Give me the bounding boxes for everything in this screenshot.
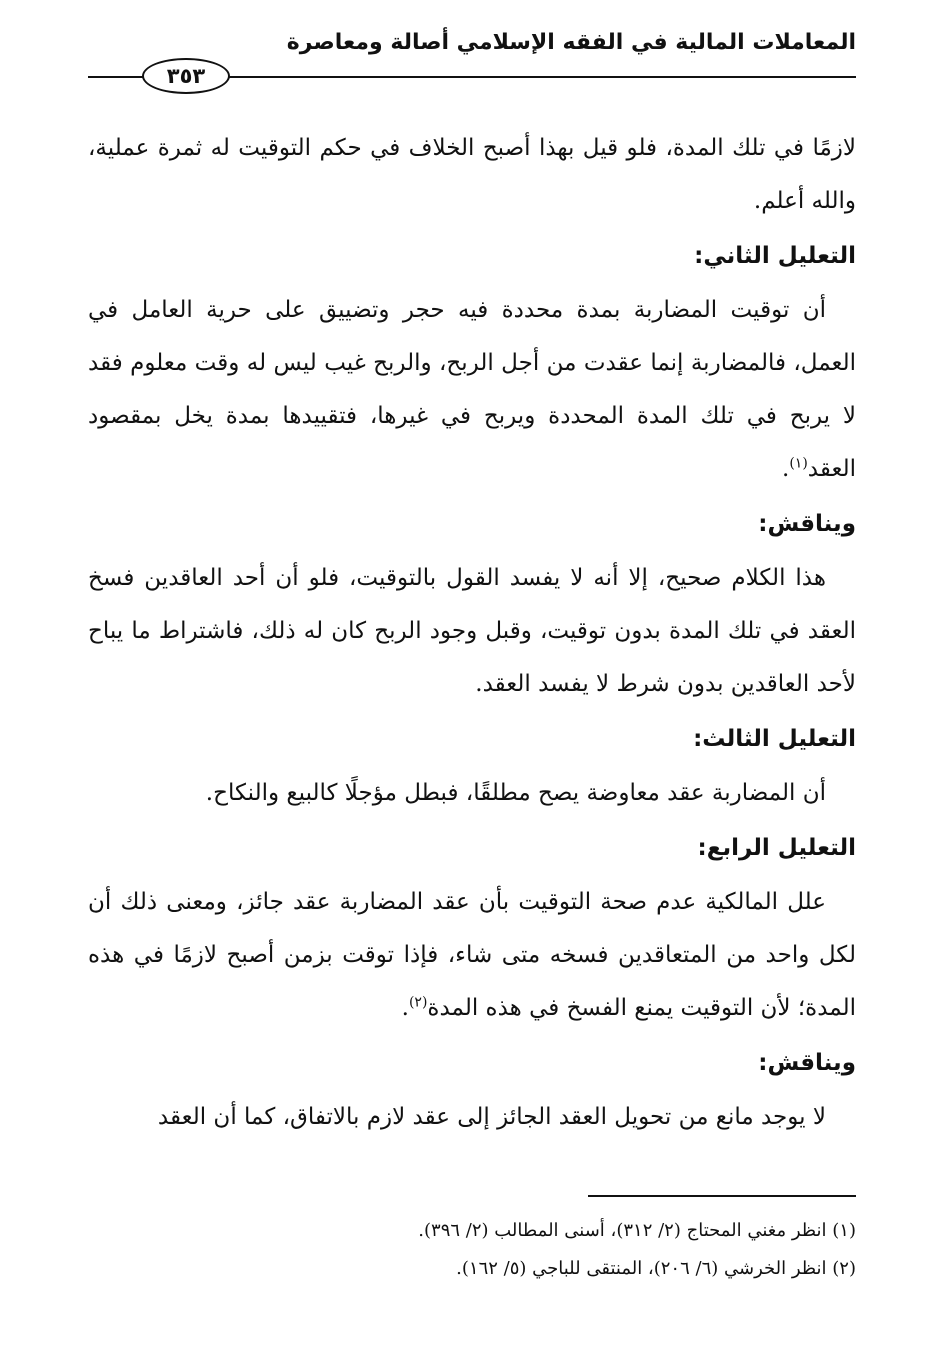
paragraph-end: . [782, 456, 790, 482]
paragraph-second-reason [88, 284, 856, 496]
footnote-ref-2[interactable]: (٢) [408, 994, 428, 1011]
paragraph-end: . [401, 995, 409, 1021]
heading-fourth-reason: التعليل الرابع: [697, 835, 856, 861]
paragraph-third-reason: أن المضاربة عقد معاوضة يصح مطلقًا، فبطل مؤجلًا كالبيع والنكاح. [205, 780, 826, 806]
heading-third-reason: التعليل الثالث: [693, 726, 856, 752]
footnote-2: (٢) انظر الخرشي (٦/ ٢٠٦)، المنتقى للباجي (٥/ ١٦٢). [456, 1258, 856, 1279]
paragraph-continuation: لازمًا في تلك المدة، فلو قيل بهذا أصبح الخلاف في حكم التوقيت له ثمرة عملية، والله أعلم. [88, 135, 856, 214]
heading-discussion-1: ويناقش: [758, 511, 856, 537]
paragraph-discussion-1: هذا الكلام صحيح، إلا أنه لا يفسد القول بالتوقيت، فلو أن أحد العاقدين فسخ العقد في تلك المدة بدون توقيت، وقبل وجود الربح كان له ذلك، فاشتراط ما يباح لأحد العاقدين بدون شرط لا يفسد العقد. [88, 565, 856, 697]
page-number: ٣٥٣ [142, 58, 230, 94]
paragraph-fourth-reason [88, 876, 856, 1035]
main-text [88, 122, 856, 1144]
footnote-separator [588, 1195, 856, 1197]
footnote-1: (١) انظر مغني المحتاج (٢/ ٣١٢)، أسنى المطالب (٢/ ٣٩٦). [418, 1220, 856, 1241]
running-header-title: المعاملات المالية في الفقه الإسلامي أصالة ومعاصرة [286, 30, 856, 55]
heading-discussion-2: ويناقش: [758, 1050, 856, 1076]
heading-second-reason: التعليل الثاني: [694, 243, 856, 269]
paragraph-text: علل المالكية عدم صحة التوقيت بأن عقد المضاربة عقد جائز، ومعنى ذلك أن لكل واحد من المتعاقدين فسخه متى شاء، فإذا توقت بزمن أصبح لازمًا في هذه المدة؛ لأن التوقيت يمنع الفسخ في هذه المدة [88, 889, 857, 1021]
footnote-ref-1[interactable]: (١) [789, 455, 808, 472]
paragraph-discussion-2: لا يوجد مانع من تحويل العقد الجائز إلى عقد لازم بالاتفاق، كما أن العقد [157, 1104, 826, 1130]
paragraph-text: أن توقيت المضاربة بمدة محددة فيه حجر وتضييق على حرية العامل في العمل، فالمضاربة إنما عقدت من أجل الربح، والربح غيب ليس له وقت معلوم فقد لا يربح في تلك المدة المحددة ويربح في غيرها، فتقييدها بمدة يخل بمقصود العقد [88, 297, 856, 482]
footnotes [88, 1212, 856, 1288]
